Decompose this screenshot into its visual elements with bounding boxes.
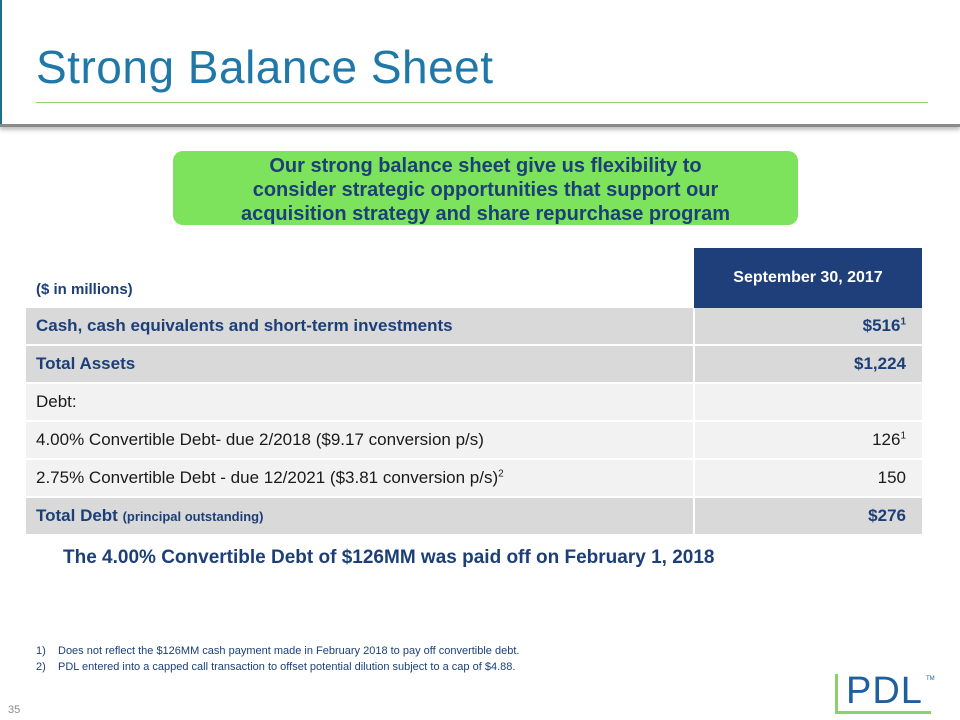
table-row [26, 308, 922, 345]
logo-trademark: TM [926, 676, 935, 682]
row-value: $126^1$ [694, 421, 922, 459]
title-divider [36, 102, 928, 103]
page-title: Strong Balance Sheet [36, 41, 494, 93]
page-number: 35 [8, 704, 21, 716]
table-row [26, 383, 922, 421]
pdl-logo [835, 670, 935, 714]
logo-text: PDL [846, 670, 923, 712]
row-value: $\$516^1$ [694, 308, 922, 345]
callout-line-3: acquisition strategy and share repurchase program [240, 203, 731, 225]
footnote-1: 1) Does not reflect the $126MM cash payment made in February 2018 to pay off convertible debt. [36, 645, 520, 657]
row-value: 150 [694, 459, 922, 497]
table-header-row [26, 248, 922, 308]
callout-line-1: Our strong balance sheet give us flexibility to [269, 155, 702, 177]
units-label: ($ in millions) [26, 248, 694, 308]
table-row [26, 345, 922, 383]
row-label: 2.75% Convertible Debt - due 12/2021 ($3.81 conversion p/s)$^2$ [26, 459, 694, 497]
footnote-2: 2) PDL entered into a capped call transaction to offset potential dilution subject to a cap of $4.88. [36, 661, 516, 673]
footnotes [36, 643, 519, 675]
payoff-note: The 4.00% Convertible Debt of $126MM was paid off on February 1, 2018 [63, 547, 715, 568]
table-row [26, 421, 922, 459]
left-accent-bar [0, 0, 2, 124]
balance-table [26, 248, 922, 536]
table-row [26, 459, 922, 497]
row-label: 4.00% Convertible Debt- due 2/2018 ($9.17 conversion p/s) [26, 421, 694, 459]
table-row [26, 497, 922, 535]
callout-line-2: consider strategic opportunities that support our [252, 179, 719, 201]
row-label: Total Debt (principal outstanding) [26, 497, 694, 535]
row-value: $1,224 [694, 345, 922, 383]
column-header-date: September 30, 2017 [694, 248, 922, 308]
row-value [694, 383, 922, 421]
row-value: $276 [694, 497, 922, 535]
callout-box [173, 151, 798, 225]
row-label: Debt: [26, 383, 694, 421]
row-label: Total Assets [26, 345, 694, 383]
row-label: Cash, cash equivalents and short-term investments [26, 308, 694, 345]
